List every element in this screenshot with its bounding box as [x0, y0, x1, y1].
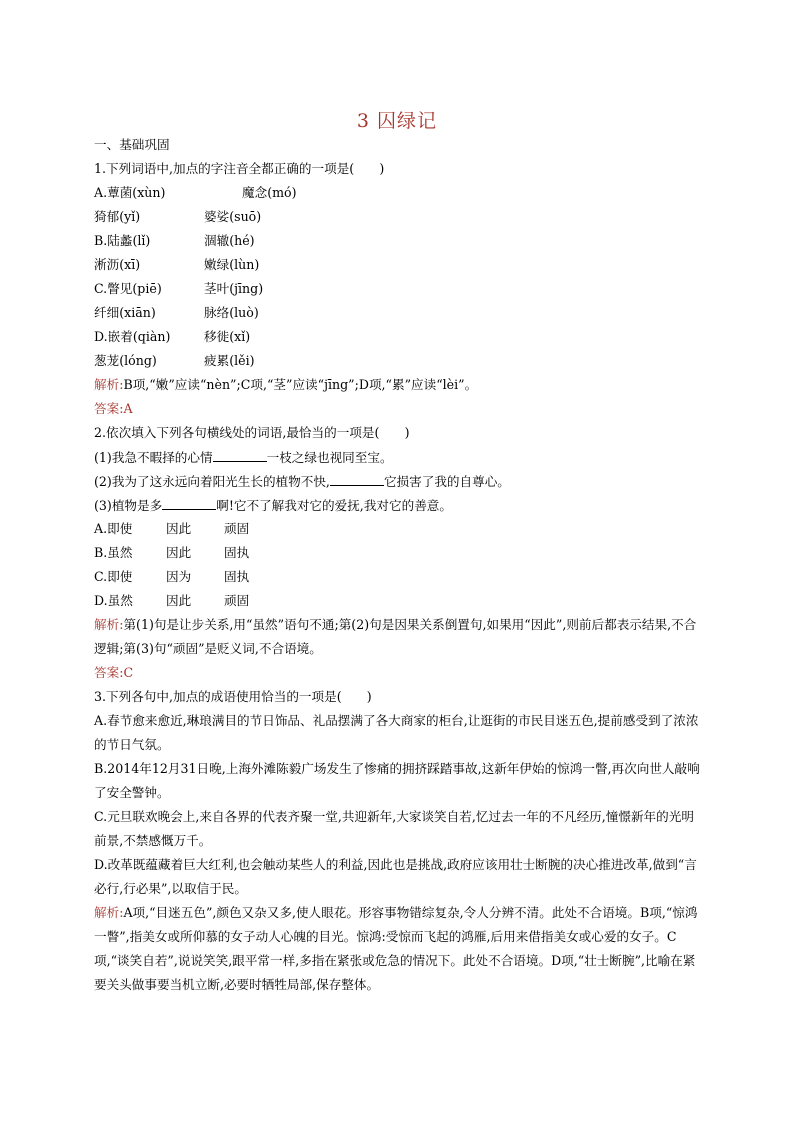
q1-row-item: B.陆蠡(lǐ): [94, 233, 151, 248]
q1-answer: [94, 401, 133, 417]
analysis-label: 解析:: [94, 905, 124, 920]
q1-row-item: 猗郁(yǐ): [94, 209, 141, 224]
option-word: 固执: [224, 545, 250, 560]
analysis-label: 解析:: [94, 617, 124, 632]
page-title: 3 囚绿记: [356, 110, 438, 132]
q1-row-item: 魔念(mó): [242, 185, 297, 200]
q2-sentence-1: [94, 449, 393, 466]
q3-option-c: C.元旦联欢晚会上,来自各界的代表齐聚一堂,共迎新年,大家谈笑自若,忆过去一年的不凡经历,憧憬新年的光明前景,不禁感慨万千。: [94, 809, 694, 848]
sentence-part: 一枝之绿也视同至宝。: [266, 450, 393, 465]
sentence-part: 啊!它不了解我对它的爱抚,我对它的善意。: [216, 498, 452, 513]
q1-row: [94, 329, 251, 345]
sentence-part: (1)我急不暇择的心情: [94, 450, 213, 465]
analysis-label: 解析:: [94, 377, 124, 392]
q1-row: [94, 185, 297, 201]
q1-row: [94, 353, 255, 369]
q3-option-d: D.改革既蕴藏着巨大红利,也会触动某些人的利益,因此也是挑战,政府应该用壮士断腕的决心推进改革,做到“言必行,行必果”,以取信于民。: [94, 857, 697, 896]
option-word: C.即使: [94, 569, 133, 584]
sentence-part: (3)植物是多: [94, 498, 163, 513]
q3-option-b: B.2014年12月31日晚,上海外滩陈毅广场发生了惨痛的拥挤踩踏事故,这新年伊始的惊鸿一瞥,再次向世人敲响了安全警钟。: [94, 761, 700, 800]
option-word: 顽固: [224, 593, 250, 608]
analysis-text: A项,“目迷五色”,颜色又杂又多,使人眼花。形容事物错综复杂,令人分辨不清。此处不合语境。B项,“惊鸿一瞥”,指美女或所仰慕的女子动人心魄的目光。惊鸿:受惊而飞起的鸿雁,后用来借指美女或心爱的女子。C项,“谈笑自若”,说说笑笑,跟平常一样,多指在紧张或危急的情况下。此处不合语境。D项,“壮士断腕”,比喻在紧要关头做事要当机立断,必要时牺牲局部,保存整体。: [94, 905, 698, 992]
q1-row: [94, 305, 259, 321]
q1-row-item: D.嵌着(qiàn): [94, 329, 171, 344]
q1-row-item: 婆娑(suō): [204, 209, 262, 224]
q3-analysis: [94, 901, 706, 997]
option-word: 因此: [166, 545, 192, 560]
q1-row: [94, 209, 262, 225]
option-word: 顽固: [224, 521, 250, 536]
option-word: 因此: [166, 593, 192, 608]
analysis-text: B项,“嫩”应读“nèn”;C项,“茎”应读“jīng”;D项,“累”应读“lèi”。: [123, 377, 478, 392]
q1-row-item: 茎叶(jīng): [204, 281, 264, 296]
q3-stem: 3.下列各句中,加点的成语使用恰当的一项是( ): [94, 689, 372, 704]
q1-row-item: 涸辙(hé): [204, 233, 255, 248]
q2-option: [94, 521, 249, 537]
q1-row: [94, 233, 255, 249]
answer-value: A: [123, 401, 133, 416]
q1-row-item: A.蕈菌(xùn): [94, 185, 166, 200]
option-word: B.虽然: [94, 545, 133, 560]
q1-row-item: C.瞥见(piē): [94, 281, 162, 296]
q2-sentence-3: [94, 497, 452, 514]
answer-value: C: [123, 665, 134, 680]
option-word: 因此: [166, 521, 192, 536]
q1-row-item: 疲累(lěi): [204, 353, 255, 368]
answer-label: 答案:: [94, 401, 124, 416]
fill-blank: [330, 473, 384, 486]
q1-row-item: 脉络(luò): [204, 305, 259, 320]
answer-label: 答案:: [94, 665, 124, 680]
q2-analysis: [94, 613, 706, 661]
q3-option-a: A.春节愈来愈近,琳琅满目的节日饰品、礼品摆满了各大商家的柜台,让逛街的市民目迷五色,提前感受到了浓浓的节日气氛。: [94, 713, 699, 752]
q1-row-item: 纤细(xiān): [94, 305, 156, 320]
sentence-part: 它损害了我的自尊心。: [383, 474, 510, 489]
q2-stem: 2.依次填入下列各句横线处的词语,最恰当的一项是( ): [94, 425, 410, 440]
q2-option: [94, 545, 249, 561]
option-word: A.即使: [94, 521, 133, 536]
q1-row-item: 葱茏(lóng): [94, 353, 157, 368]
q1-row-item: 移徙(xǐ): [204, 329, 251, 344]
q2-answer: [94, 665, 133, 681]
fill-blank: [213, 449, 267, 462]
q1-row-item: 淅沥(xī): [94, 257, 141, 272]
q1-analysis: [94, 377, 477, 393]
analysis-text: 第(1)句是让步关系,用“虽然”语句不通;第(2)句是因果关系倒置句,如果用“因此”,则前后都表示结果,不合逻辑;第(3)句“顽固”是贬义词,不合语境。: [94, 617, 697, 656]
q1-row-item: 嫩绿(lùn): [204, 257, 260, 272]
option-word: 因为: [166, 569, 192, 584]
q2-sentence-2: [94, 473, 510, 490]
section-heading: 一、基础巩固: [94, 137, 170, 152]
q2-option: [94, 593, 249, 609]
option-word: D.虽然: [94, 593, 133, 608]
sentence-part: (2)我为了这永远向着阳光生长的植物不快,: [94, 474, 330, 489]
q2-option: [94, 569, 249, 585]
option-word: 固执: [224, 569, 250, 584]
q1-row: [94, 281, 264, 297]
q1-stem: 1.下列词语中,加点的字注音全都正确的一项是( ): [94, 161, 385, 176]
fill-blank: [162, 497, 216, 510]
q1-row: [94, 257, 260, 273]
